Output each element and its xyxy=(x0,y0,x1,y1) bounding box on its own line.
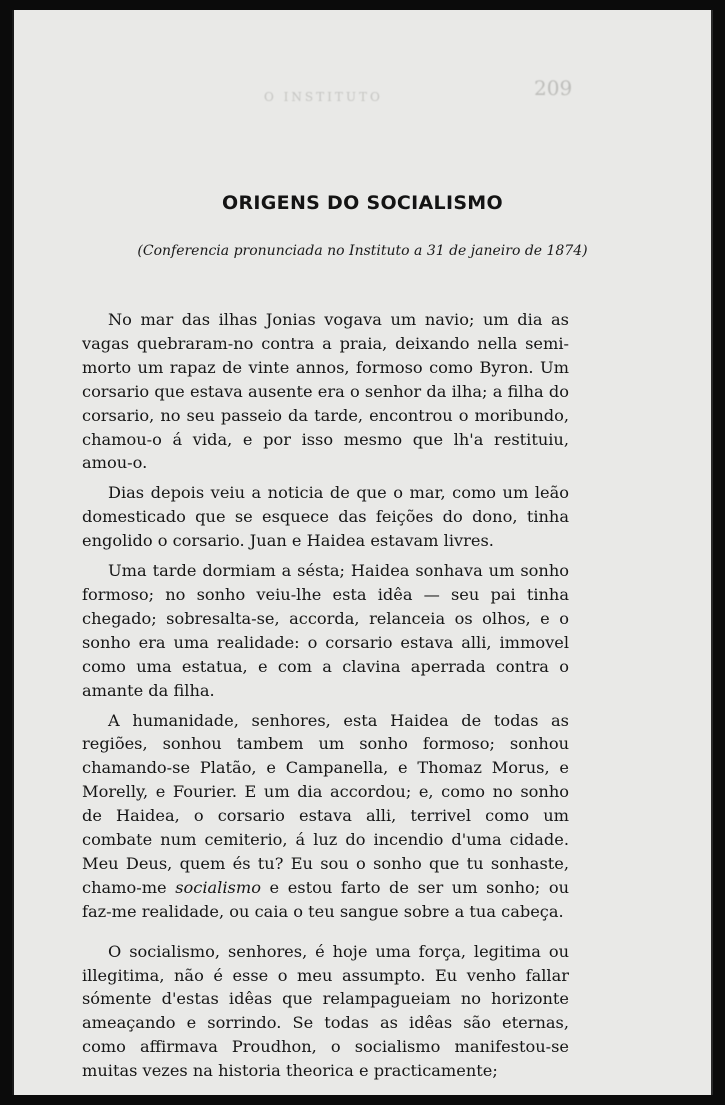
paragraph-2: Dias depois veiu a noticia de que o mar, como um leão domesticado que se esquece das feições do dono, tinha engolido o corsario. Juan e Haidea estavam livres. xyxy=(82,483,569,551)
paragraph-4 xyxy=(82,709,569,924)
paragraph-4-text-a: A humanidade, senhores, esta Haidea de todas as regiões, sonhou tambem um sonho formoso; sonhou chamando-se Platão, e Campanella, e Thomaz Morus, e Morelly, e Fourier. E um dia accordou; e, como no sonho de Haidea, o corsario estava alli, terrivel como um combate num cemiterio, á luz do incendio d'uma cidade. Meu Deus, quem és tu? Eu sou o sonho que tu sonhaste, chamo-me xyxy=(82,710,569,897)
article-body xyxy=(82,308,569,1089)
paragraph-5: O socialismo, senhores, é hoje uma força, legitima ou illegitima, não é esse o meu assumpto. Eu venho fallar sómente d'estas idêas que relampagueiam no horizonte ameaçando e sorrindo. Se todas as idêas são eternas, como affirmava Proudhon, o socialismo manifestou-se muitas vezes na historia theorica e practicamente; xyxy=(82,941,569,1081)
show-through-page-number: 209 xyxy=(534,76,573,100)
paragraph-4-text-b: e estou farto de ser um sonho; ou faz-me realidade, ou caia o teu sangue sobre a tua cabeça. xyxy=(82,877,569,921)
paragraph-3: Uma tarde dormiam a sésta; Haidea sonhava um sonho formoso; no sonho veiu-lhe esta idêa — seu pai tinha chegado; sobresalta-se, accorda, relanceia os olhos, e o sonho era uma realidade: o corsario estava alli, immovel como uma estatua, e com a clavina aperrada contra o amante da filha. xyxy=(82,561,569,700)
emphasis-socialismo: socialismo xyxy=(175,877,261,897)
article-title: ORIGENS DO SOCIALISMO xyxy=(222,192,503,214)
article-subtitle: (Conferencia pronunciada no Instituto a 31 de janeiro de 1874) xyxy=(137,243,588,259)
paragraph-1: No mar das ilhas Jonias vogava um navio; um dia as vagas quebraram-no contra a praia, deixando nella semi-morto um rapaz de vinte annos, formoso como Byron. Um corsario que estava ausente era o senhor da ilha; a filha do corsario, no seu passeio da tarde, encontrou o moribundo, chamou-o á vida, e por isso mesmo que lh'a restituiu, amou-o. xyxy=(82,310,569,473)
show-through-running-head: O INSTITUTO xyxy=(264,90,383,104)
